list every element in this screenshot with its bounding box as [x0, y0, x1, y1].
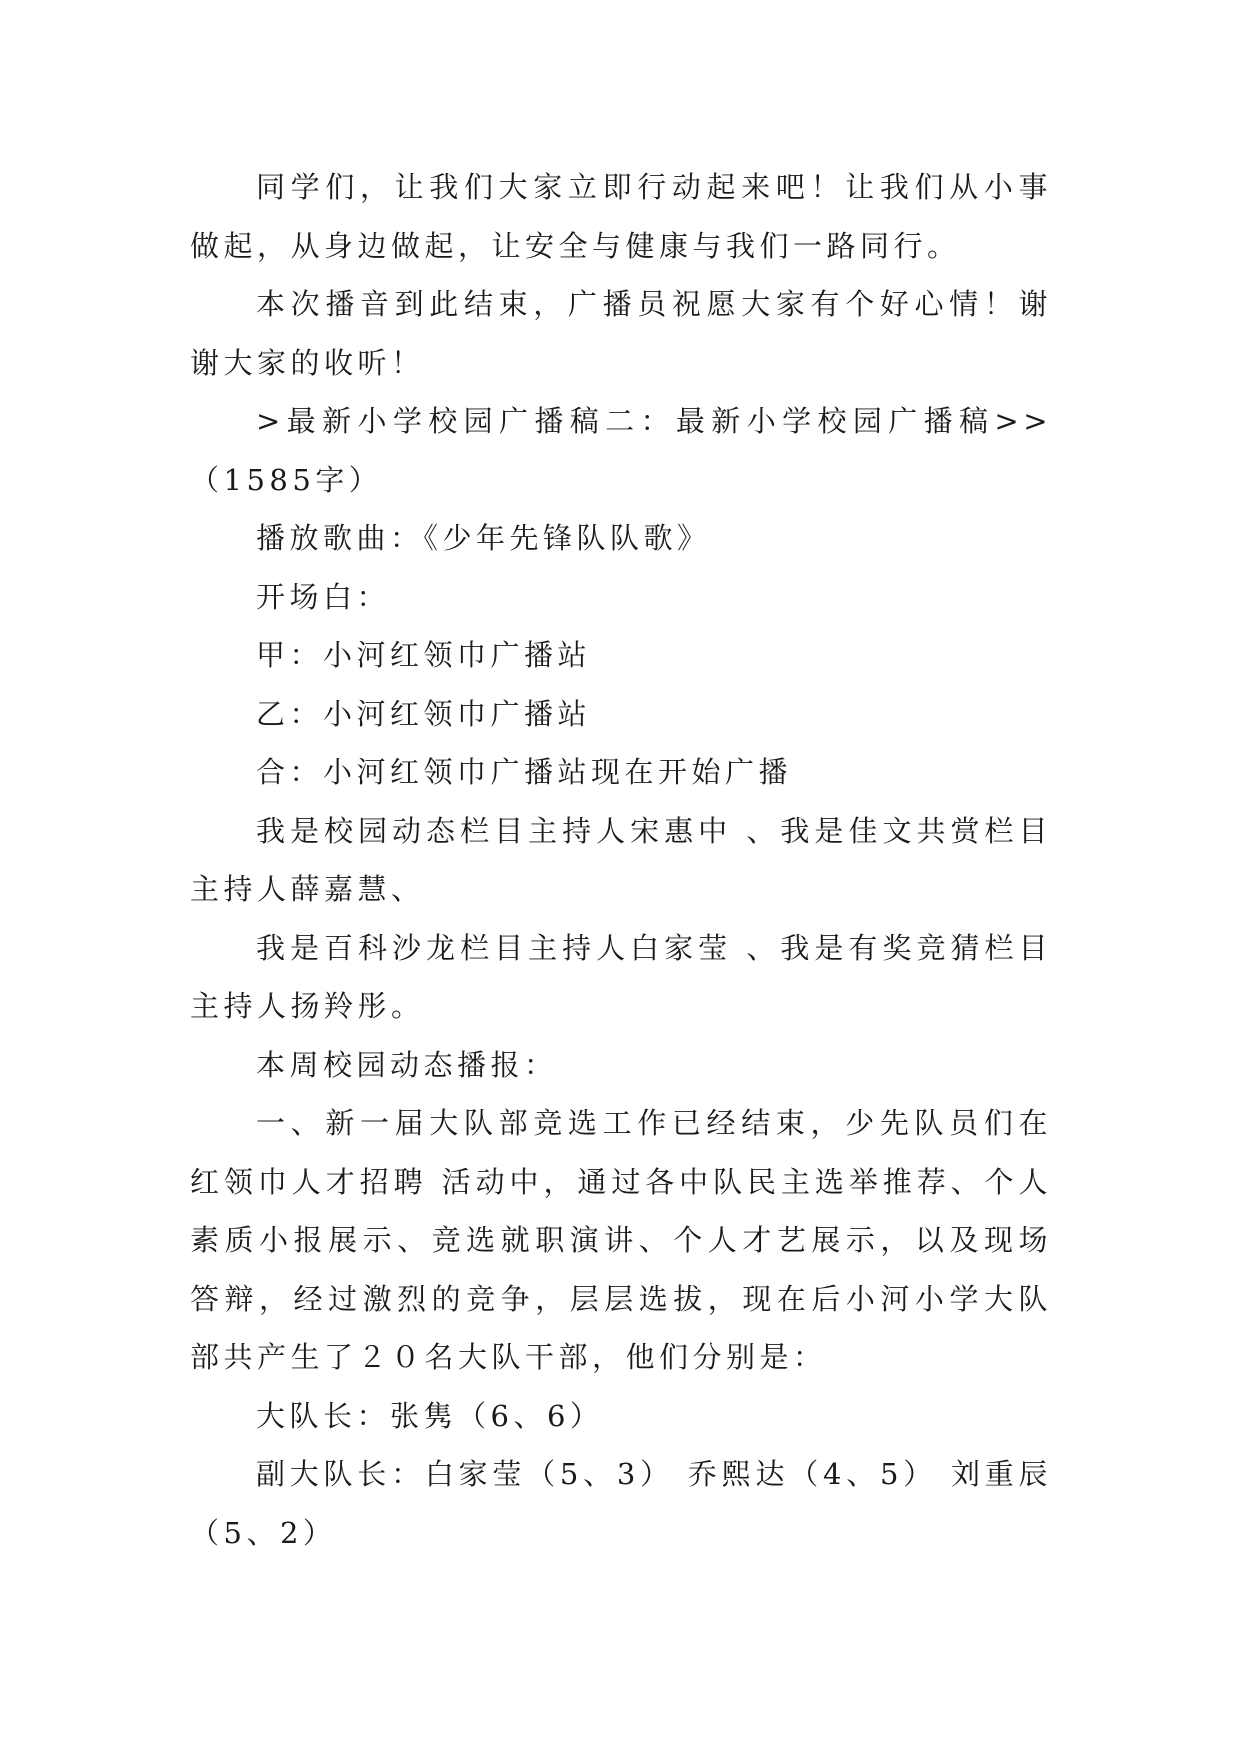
paragraph: 播放歌曲：《少年先锋队队歌》 [256, 521, 711, 555]
paragraph: 本次播音到此结束，广播员祝愿大家有个好心情！谢谢大家的收听！ [190, 287, 1052, 380]
paragraph: 我是校园动态栏目主持人宋惠中 、我是佳文共赏栏目主持人薛嘉慧、 [190, 813, 1052, 906]
paragraph: 本周校园动态播报： [256, 1047, 558, 1082]
paragraph: 我是百科沙龙栏目主持人白家莹 、我是有奖竞猜栏目主持人扬羚彤。 [190, 930, 1052, 1023]
paragraph: 副大队长：白家莹（5、3） 乔熙达（4、5） 刘重辰（5、2） [190, 1457, 1052, 1550]
paragraph: 甲：小河红领巾广播站 [256, 638, 592, 672]
paragraph: 开场白： [256, 579, 391, 614]
paragraph: 合：小河红领巾广播站现在开始广播 [256, 755, 793, 789]
document-body [190, 158, 1052, 1562]
paragraph: 乙：小河红领巾广播站 [256, 696, 592, 731]
paragraph: 大队长：张隽（6、6） [256, 1398, 604, 1433]
paragraph: >最新小学校园广播稿二：最新小学校园广播稿>>（1585字） [190, 404, 1052, 497]
paragraph: 一、新一届大队部竞选工作已经结束，少先队员们在红领巾人才招聘 活动中，通过各中队民主选举推荐、个人素质小报展示、竞选就职演讲、个人才艺展示，以及现场答辩，经过激烈的竞争，层层选拔，现在后小河小学大队部共产生了２０名大队干部，他们分别是： [190, 1106, 1052, 1374]
paragraph: 同学们，让我们大家立即行动起来吧！让我们从小事做起，从身边做起，让安全与健康与我们一路同行。 [190, 170, 1052, 263]
